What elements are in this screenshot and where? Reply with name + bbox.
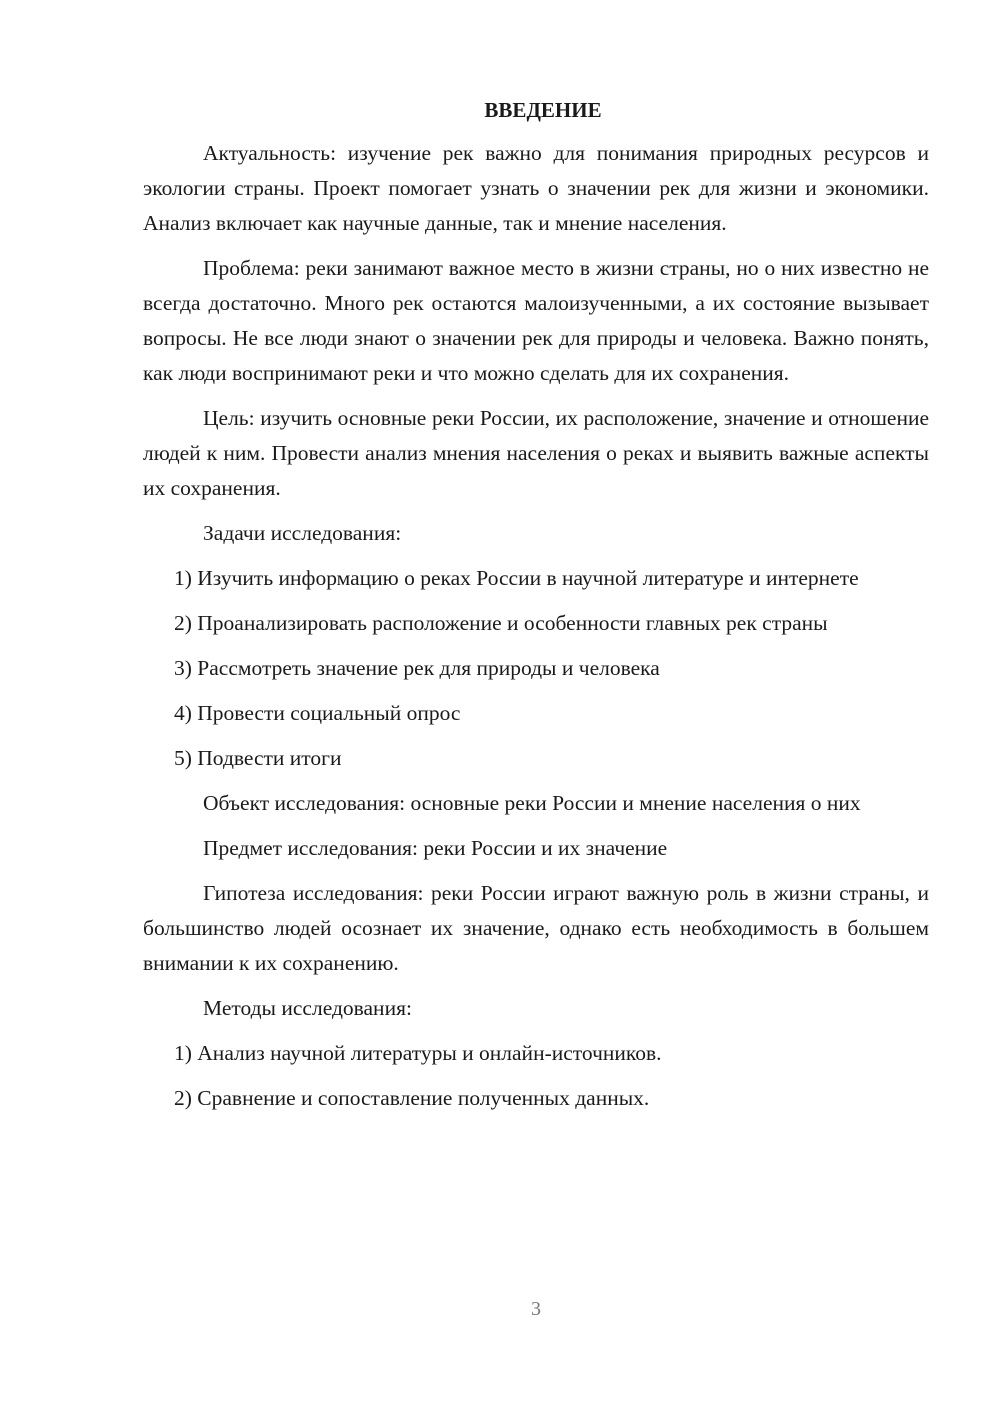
object-paragraph: Объект исследования: основные реки России и мнение населения о них <box>203 791 861 815</box>
tasks-title: Задачи исследования: <box>203 521 402 545</box>
problem-paragraph: Проблема: реки занимают важное место в жизни страны, но о них известно не всегда достаточно. Много рек остаются малоизученными, а их состояние вызывает вопросы. Не все люди знают о значении рек для природы и человека. Важно понять, как люди воспринимают реки и что можно сделать для их сохранения. <box>143 256 929 385</box>
document-page <box>143 96 929 1116</box>
method-item: 1) Анализ научной литературы и онлайн-источников. <box>174 1041 662 1065</box>
methods-list <box>143 1036 929 1116</box>
tasks-list <box>143 561 929 776</box>
method-item: 2) Сравнение и сопоставление полученных данных. <box>174 1086 650 1110</box>
subject-paragraph: Предмет исследования: реки России и их значение <box>203 836 668 860</box>
section-heading: ВВЕДЕНИЕ <box>484 98 602 122</box>
relevance-paragraph: Актуальность: изучение рек важно для понимания природных ресурсов и экологии страны. Проект помогает узнать о значении рек для жизни и экономики. Анализ включает как научные данные, так и мнение населения. <box>143 141 929 235</box>
task-item: 1) Изучить информацию о реках России в научной литературе и интернете <box>174 566 859 590</box>
task-item: 2) Проанализировать расположение и особенности главных рек страны <box>174 611 828 635</box>
goal-paragraph: Цель: изучить основные реки России, их расположение, значение и отношение людей к ним. Провести анализ мнения населения о реках и выявить важные аспекты их сохранения. <box>143 406 929 500</box>
page-number: 3 <box>531 1298 541 1320</box>
hypothesis-paragraph: Гипотеза исследования: реки России играют важную роль в жизни страны, и большинство людей осознает их значение, однако есть необходимость в большем внимании к их сохранению. <box>143 881 929 975</box>
task-item: 5) Подвести итоги <box>174 746 342 770</box>
methods-title: Методы исследования: <box>203 996 412 1020</box>
task-item: 4) Провести социальный опрос <box>174 701 461 725</box>
task-item: 3) Рассмотреть значение рек для природы и человека <box>174 656 660 680</box>
